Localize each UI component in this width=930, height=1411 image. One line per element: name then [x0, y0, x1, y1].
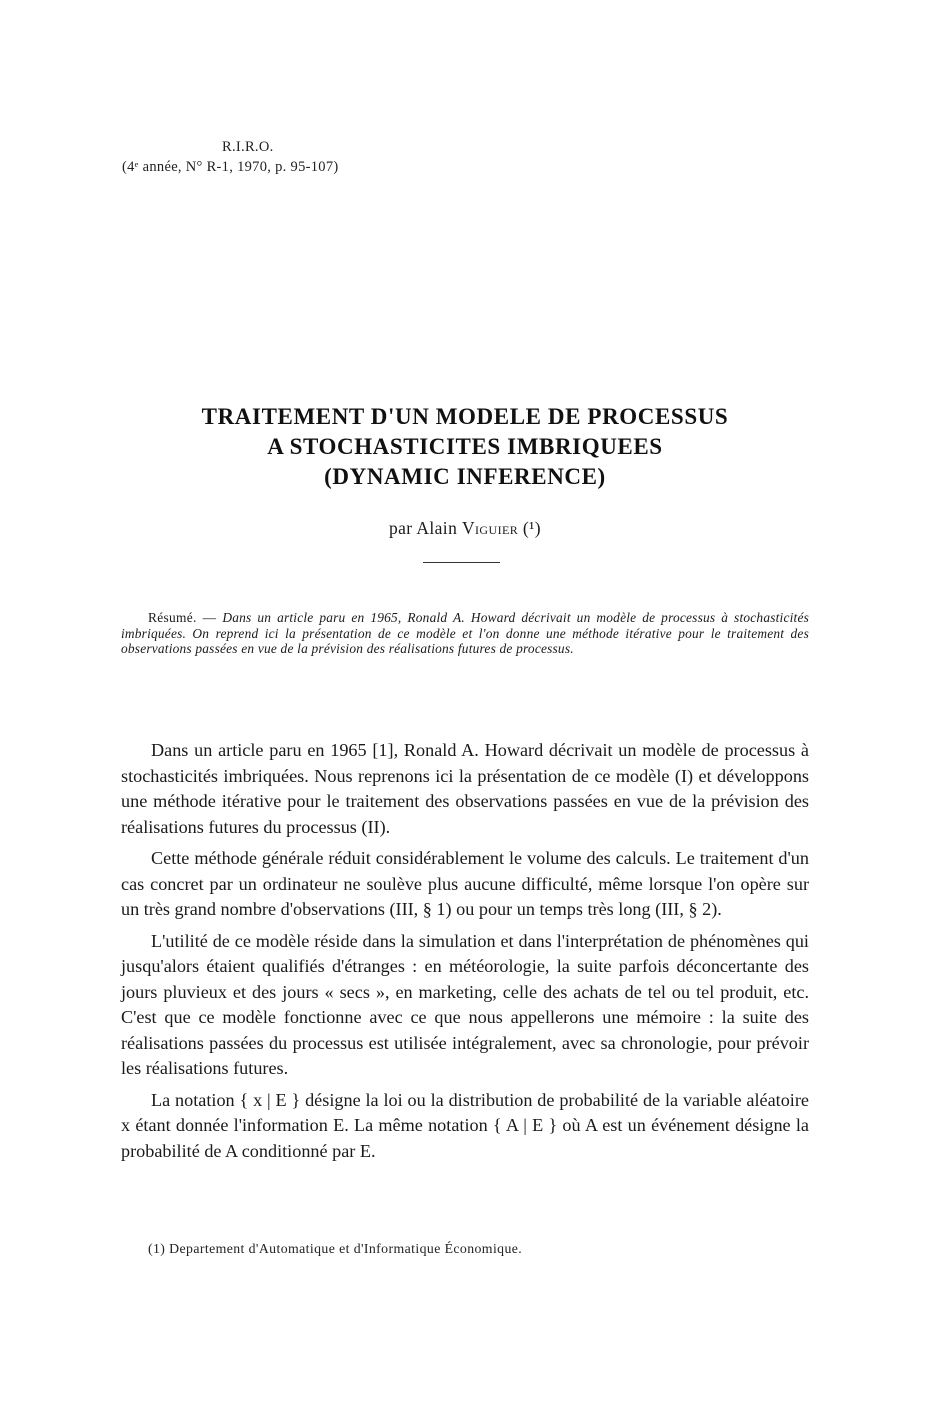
journal-header — [122, 137, 402, 177]
author-footnote-mark: (¹) — [522, 518, 541, 538]
title-line-1: TRAITEMENT D'UN MODELE DE PROCESSUS — [201, 404, 729, 429]
body-paragraph-3: L'utilité de ce modèle réside dans la simulation et dans l'interprétation de phénomènes qui jusqu'alors étaient qualifiés d'étranges : en météorologie, la suite parfois déconcertante des jours pluvieux et des jours « secs », en marketing, celle des achats de tel ou tel produit, etc. C'est que ce modèle fonctionne avec ce que nous appellerons une mémoire : la suite des réalisations passées du processus est utilisée intégralement, avec sa chronologie, pour prévoir les réalisations futures. — [121, 930, 809, 1078]
author-prefix: par Alain — [388, 518, 462, 538]
body-paragraph-2: Cette méthode générale réduit considérablement le volume des calculs. Le traitement d'un cas concret par un ordinateur ne soulève plus aucune difficulté, même lorsque l'on opère sur un très grand nombre d'observations (III, § 1) ou pour un temps très long (III, § 2). — [121, 848, 809, 919]
body-paragraph-1: Dans un article paru en 1965 [1], Ronald A. Howard décrivait un modèle de processus à stochasticités imbriquées. Nous reprenons ici la présentation de ce modèle (I) et développons une méthode itérative pour le traitement des observations passées en vue de la prévision des réalisations futures du processus (II). — [121, 740, 809, 837]
body-paragraph-4: La notation { x | E } désigne la loi ou la distribution de probabilité de la variable aléatoire x étant donnée l'information E. La même notation { A | E } où A est un événement désigne la probabilité de A conditionné par E. — [121, 1089, 809, 1161]
paper-title — [100, 402, 830, 492]
separator-rule — [423, 562, 500, 563]
body-text — [121, 738, 809, 1170]
abstract-label: Résumé. — — [148, 610, 223, 625]
journal-reference: (4ᵉ année, N° R-1, 1970, p. 95-107) — [122, 159, 339, 175]
footnote: (1) Departement d'Automatique et d'Informatique Économique. — [148, 1241, 523, 1256]
abstract — [121, 610, 809, 657]
author-line — [100, 517, 830, 539]
author-surname: Viguier — [462, 518, 519, 538]
title-line-2: A STOCHASTICITES IMBRIQUEES — [267, 434, 663, 459]
journal-name: R.I.R.O. — [222, 139, 274, 155]
abstract-text: Dans un article paru en 1965, Ronald A. Howard décrivait un modèle de processus à stochasticités imbriquées. On reprend ici la présentation de ce modèle et l'on donne une méthode itérative pour le traitement des observations passées en vue de la prévision des réalisations futures de processus. — [121, 610, 809, 656]
title-line-3: (DYNAMIC INFERENCE) — [324, 464, 606, 489]
